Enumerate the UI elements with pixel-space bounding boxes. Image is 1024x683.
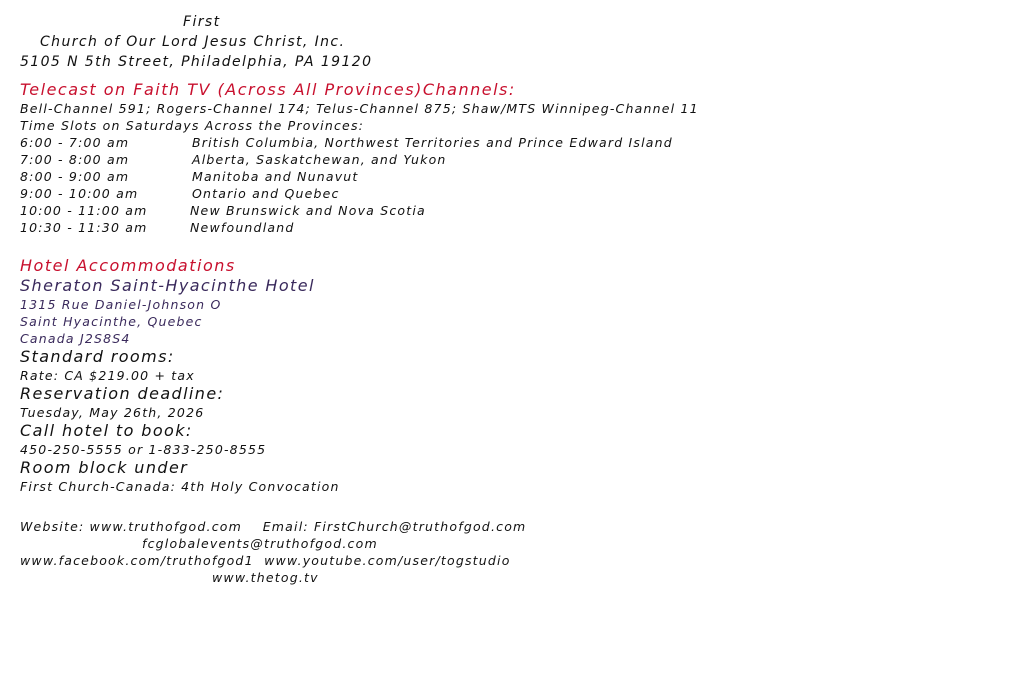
hotel-title: Hotel Accommodations [20, 256, 236, 275]
deadline-date: Tuesday, May 26th, 2026 [20, 405, 205, 420]
telecast-channels: Bell-Channel 591; Rogers-Channel 174; Telus-Channel 875; Shaw/MTS Winnipeg-Channel 11 [20, 101, 699, 116]
schedule-row [20, 168, 699, 185]
contact-social-links[interactable]: www.facebook.com/truthofgod1 www.youtube.com/user/togstudio [20, 553, 511, 568]
hotel-address-city: Saint Hyacinthe, Quebec [20, 314, 203, 329]
hotel-section [20, 256, 340, 495]
schedule-region: New Brunswick and Nova Scotia [190, 203, 426, 218]
schedule-time: 9:00 - 10:00 am [20, 186, 139, 201]
contact-events-email[interactable]: fcglobalevents@truthofgod.com [142, 536, 378, 551]
schedule-time: 10:00 - 11:00 am [20, 203, 148, 218]
schedule-row [20, 185, 699, 202]
schedule-region: Ontario and Quebec [192, 186, 340, 201]
contact-website-email[interactable]: Website: www.truthofgod.com Email: FirstChurch@truthofgod.com [20, 519, 527, 534]
header-first: First [183, 14, 221, 30]
hotel-address-street: 1315 Rue Daniel-Johnson O [20, 297, 222, 312]
call-label: Call hotel to book: [20, 421, 193, 440]
deadline-label: Reservation deadline: [20, 384, 225, 403]
schedule-time: 10:30 - 11:30 am [20, 220, 148, 235]
schedule-row [20, 202, 699, 219]
schedule-row [20, 151, 699, 168]
schedule-region: British Columbia, Northwest Territories and Prince Edward Island [192, 135, 673, 150]
schedule-list [20, 134, 699, 236]
contact-section [20, 518, 526, 586]
schedule-row [20, 219, 699, 236]
telecast-title: Telecast on Faith TV (Across All Provinces)Channels: [20, 80, 516, 99]
time-slots-title: Time Slots on Saturdays Across the Provinces: [20, 118, 365, 133]
header-address: 5105 N 5th Street, Philadelphia, PA 19120 [20, 54, 373, 70]
schedule-time: 8:00 - 9:00 am [20, 169, 130, 184]
rooms-label: Standard rooms: [20, 347, 175, 366]
schedule-region: Manitoba and Nunavut [192, 169, 359, 184]
telecast-section [20, 80, 699, 236]
contact-tv-link[interactable]: www.thetog.tv [212, 570, 319, 585]
hotel-phones: 450-250-5555 or 1-833-250-8555 [20, 442, 267, 457]
schedule-region: Alberta, Saskatchewan, and Yukon [192, 152, 447, 167]
room-block-label: Room block under [20, 458, 189, 477]
room-rate: Rate: CA $219.00 + tax [20, 368, 195, 383]
hotel-address-country: Canada J2S8S4 [20, 331, 131, 346]
schedule-region: Newfoundland [190, 220, 295, 235]
schedule-row [20, 134, 699, 151]
schedule-time: 7:00 - 8:00 am [20, 152, 130, 167]
hotel-name: Sheraton Saint-Hyacinthe Hotel [20, 276, 315, 295]
room-block-name: First Church-Canada: 4th Holy Convocation [20, 479, 340, 494]
schedule-time: 6:00 - 7:00 am [20, 135, 130, 150]
header-church-name: Church of Our Lord Jesus Christ, Inc. [40, 34, 346, 50]
church-header [20, 12, 372, 72]
